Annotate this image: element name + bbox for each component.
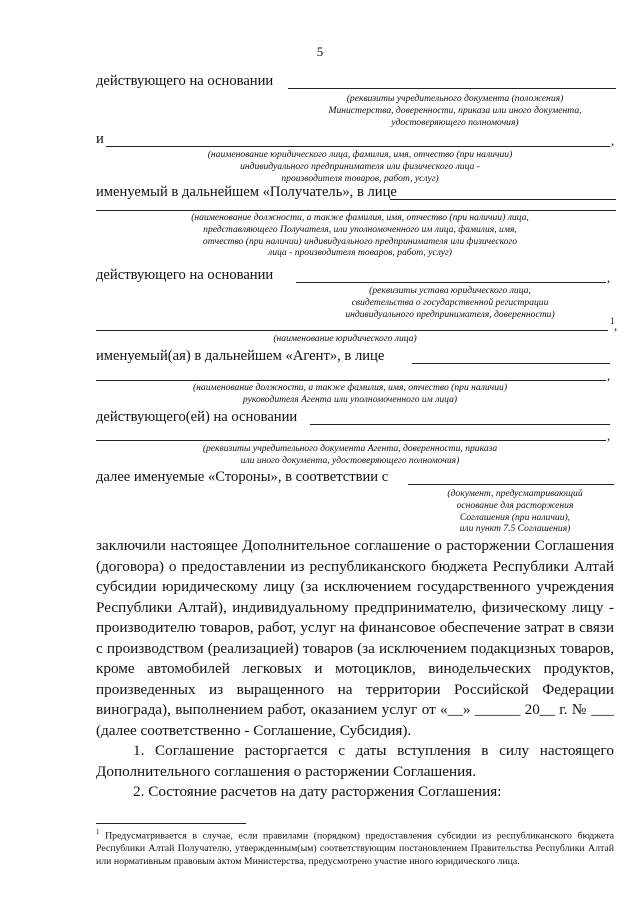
note-line: удостоверяющего полномочия) — [391, 116, 519, 128]
note-line: (наименование должности, а также фамилия, имя, отчество (при наличии) — [192, 382, 508, 393]
footnote-separator — [96, 823, 246, 824]
grounds-note — [420, 488, 610, 535]
footnote-marker: 1 — [96, 828, 100, 836]
agent-representative-note — [140, 382, 560, 406]
note-line: свидетельства о государственной регистрации — [351, 296, 549, 308]
representative-note — [110, 212, 610, 259]
page-number: 5 — [316, 44, 324, 59]
entity-note — [200, 333, 490, 345]
note-line: (реквизиты учредительного документа (положения) — [346, 93, 564, 104]
note-line: отчество (при наличии) индивидуального предпринимателя или физического — [202, 235, 518, 247]
note-line: (реквизиты учредительного документа Агента, доверенности, приказа — [202, 443, 498, 454]
agent-label: именуемый(ая) в дальнейшем «Агент», в лице — [96, 348, 385, 364]
agent-basis-note — [150, 443, 550, 467]
note-line: производителя товаров, работ, услуг) — [281, 172, 439, 184]
clause-1: 1. Соглашение расторгается с даты вступления в силу настоящего Дополнительного соглашения о расторжении Соглашения. — [96, 742, 614, 780]
footnote-text: Предусматривается в случае, если правилами (порядком) предоставления субсидии из республиканского бюджета Республики Алтай Получателю, утвержденным(ым) соответствующим постановлением Правительства Республики Алтай или нормативным правовым актом Министерства, предусмотрено участие иного юридического лица. — [96, 830, 615, 867]
footnote-ref: 1 — [610, 316, 615, 326]
and-label: и — [96, 131, 104, 147]
note-line: (наименование юридического лица) — [273, 333, 417, 344]
note-line: Соглашения (при наличии), — [459, 511, 571, 523]
note-line: (наименование должности, а также фамилия, имя, отчество (при наличии) лица, — [191, 212, 529, 223]
comma-mark: , — [614, 318, 618, 333]
basis-label-2: действующего на основании — [96, 267, 274, 283]
comma-mark: , — [607, 270, 611, 285]
grounds-blank-line — [408, 484, 614, 485]
agent-basis-blank-line — [310, 424, 610, 425]
clause-2: 2. Состояние расчетов на дату расторжения Соглашения: — [133, 783, 502, 800]
recipient-label: именуемый в дальнейшем «Получатель», в лице — [96, 184, 397, 200]
note-line: руководителя Агента или уполномоченного им лица) — [242, 393, 458, 405]
note-line: (документ, предусматривающий — [447, 488, 583, 499]
note-line: или пункт 7.5 Соглашения) — [459, 523, 571, 535]
agent-basis-blank-line-2 — [96, 440, 606, 441]
basis-label: действующего на основании — [96, 73, 274, 89]
parties-label: далее именуемые «Стороны», в соответствии с — [96, 469, 389, 485]
note-line: основание для расторжения — [456, 499, 574, 511]
note-line: представляющего Получателя, или уполномоченного им лица, фамилия, имя, — [203, 223, 517, 235]
agent-representative-blank-line-2 — [96, 380, 606, 381]
representative-blank-line — [390, 199, 616, 200]
note-line: Министерства, доверенности, приказа или иного документа, — [328, 104, 582, 116]
entity-blank-line — [96, 330, 608, 331]
note-line: или иного документа, удостоверяющего полномочия) — [240, 454, 460, 466]
footnote — [96, 826, 614, 869]
note-line: индивидуального предпринимателя, доверенности) — [345, 308, 555, 320]
comma-mark: , — [611, 133, 615, 148]
note-line: лица - производителя товаров, работ, услуг) — [268, 247, 452, 259]
note-line: индивидуального предпринимателя или физического лица - — [240, 160, 480, 172]
comma-mark: , — [607, 428, 611, 443]
recipient-note — [120, 149, 600, 184]
comma-mark: , — [607, 368, 611, 383]
note-line: (наименование юридического лица, фамилия, имя, отчество (при наличии) — [207, 149, 513, 160]
agent-representative-blank-line — [412, 363, 610, 364]
basis-note-2 — [300, 285, 600, 320]
basis-note — [300, 93, 610, 128]
representative-blank-line-2 — [96, 210, 616, 211]
recipient-blank-line — [106, 146, 610, 147]
basis-blank-line — [288, 88, 616, 89]
agent-basis-label: действующего(ей) на основании — [96, 409, 298, 425]
main-paragraph: заключили настоящее Дополнительное соглашение о расторжении Соглашения (договора) о предоставлении из республиканского бюджета Республики Алтай субсидии юридическому лицу (за исключением государственного учреждения Республики Алтай), индивидуальному предпринимателю, физическому лицу - производителю товаров, работ, услуг на финансовое обеспечение затрат в связи с производством (реализацией) товаров (за исключением подакцизных товаров, кроме автомобилей легковых и мотоциклов, винодельческих продуктов, произведенных из выращенного на территории Российской Федерации винограда), выполнением работ, оказанием услуг от «__» ______ 20__ г. № ___ (далее соответственно - Соглашение, Субсидия). — [96, 537, 614, 739]
note-line: (реквизиты устава юридического лица, — [369, 285, 531, 296]
basis-blank-line-2 — [296, 282, 606, 283]
